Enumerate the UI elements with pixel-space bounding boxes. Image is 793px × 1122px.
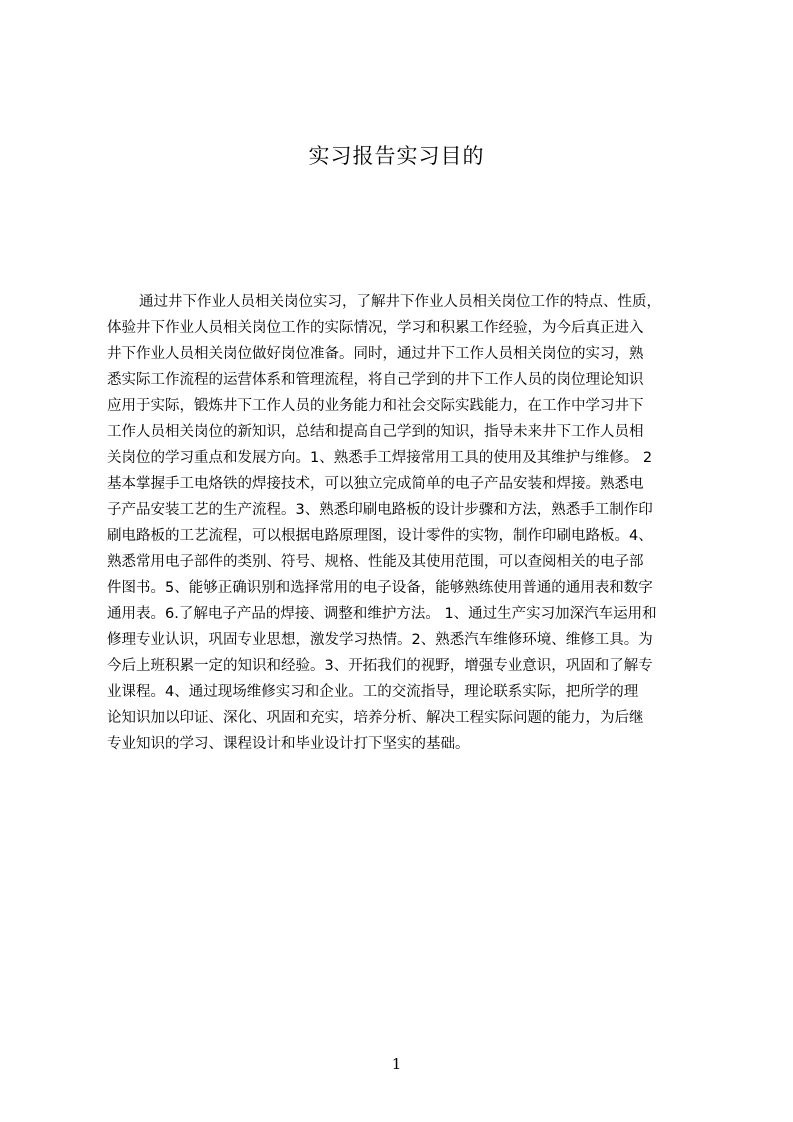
paragraph-line: 井下作业人员相关岗位做好岗位准备。同时，通过井下工作人员相关岗位的实习，熟 bbox=[107, 346, 644, 362]
paragraph-line: 子产品安装工艺的生产流程。3、熟悉印刷电路板的设计步骤和方法，熟悉手工制作印 bbox=[107, 502, 653, 518]
paragraph-line: 通用表。6.了解电子产品的焊接、调整和维护方法。 1、通过生产实习加深汽车运用和 bbox=[107, 606, 657, 622]
paragraph-line: 基本掌握手工电烙铁的焊接技术，可以独立完成简单的电子产品安装和焊接。熟悉电 bbox=[107, 476, 644, 492]
paragraph-line: 体验井下作业人员相关岗位工作的实际情况，学习和积累工作经验，为今后真正进入 bbox=[107, 320, 644, 336]
paragraph-line: 工作人员相关岗位的新知识，总结和提高自己学到的知识，指导未来井下工作人员相 bbox=[107, 424, 644, 440]
paragraph-line: 熟悉常用电子部件的类别、符号、规格、性能及其使用范围，可以查阅相关的电子部 bbox=[107, 554, 644, 570]
body-paragraph bbox=[107, 289, 710, 757]
paragraph-line: 通过井下作业人员相关岗位实习，了解井下作业人员相关岗位工作的特点、性质， bbox=[139, 294, 661, 310]
page-number: 1 bbox=[391, 1055, 402, 1073]
paragraph-line: 件图书。5、能够正确识别和选择常用的电子设备，能够熟练使用普通的通用表和数字 bbox=[107, 580, 653, 596]
paragraph-line: 业课程。4、通过现场维修实习和企业。工的交流指导，理论联系实际，把所学的理 bbox=[107, 684, 639, 700]
paragraph-line: 论知识加以印证、深化、巩固和充实，培养分析、解决工程实际问题的能力，为后继 bbox=[107, 710, 644, 726]
paragraph-line: 悉实际工作流程的运营体系和管理流程，将自己学到的井下工作人员的岗位理论知识 bbox=[107, 372, 644, 388]
paragraph-line: 修理专业认识，巩固专业思想，激发学习热情。2、熟悉汽车维修环境、维修工具。为 bbox=[107, 632, 653, 648]
paragraph-line: 应用于实际，锻炼井下工作人员的业务能力和社会交际实践能力，在工作中学习井下 bbox=[107, 398, 644, 414]
paragraph-line: 今后上班积累一定的知识和经验。3、开拓我们的视野，增强专业意识，巩固和了解专 bbox=[107, 658, 653, 674]
paragraph-line: 刷电路板的工艺流程，可以根据电路原理图，设计零件的实物，制作印刷电路板。4、 bbox=[107, 528, 653, 544]
paragraph-line: 关岗位的学习重点和发展方向。1、熟悉手工焊接常用工具的使用及其维护与维修。 2 bbox=[107, 450, 653, 466]
paragraph-line: 专业知识的学习、课程设计和毕业设计打下坚实的基础。 bbox=[107, 736, 470, 752]
page-title: 实习报告实习目的 bbox=[308, 144, 485, 168]
